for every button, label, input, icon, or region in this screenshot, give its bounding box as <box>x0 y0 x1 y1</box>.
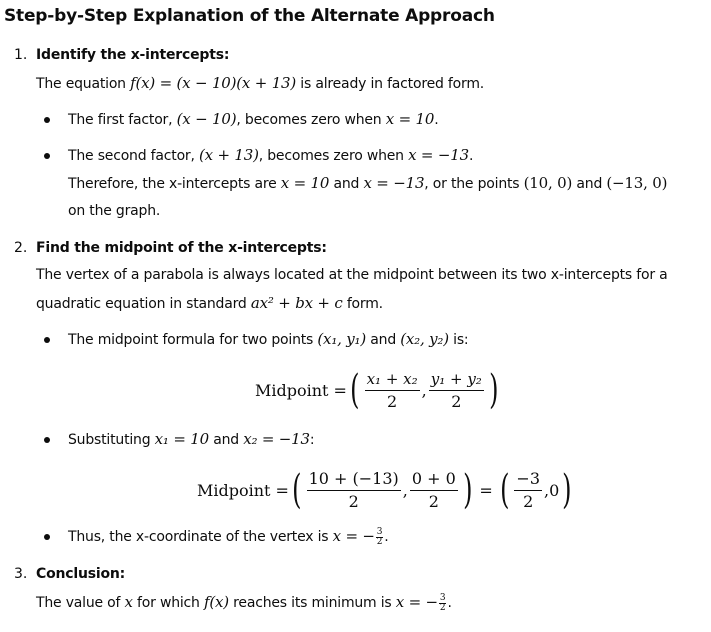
intercepts-summary <box>68 174 667 192</box>
text: The value of <box>36 595 125 611</box>
right-paren: ) <box>488 367 499 413</box>
denominator: 2 <box>348 491 359 511</box>
text: and <box>366 332 401 348</box>
text: , becomes zero when <box>258 148 409 164</box>
math: (10, 0) <box>523 174 573 192</box>
math: x = 10 <box>280 174 330 192</box>
text: and <box>208 432 244 448</box>
text: Thus, the x-coordinate of the vertex is <box>68 529 333 545</box>
step-1-number: 1. <box>14 47 28 63</box>
text: . <box>447 595 452 611</box>
step-3-number: 3. <box>14 566 28 582</box>
text: The first factor, <box>68 112 177 128</box>
equation: f(x) = (x − 10)(x + 13) <box>130 74 297 92</box>
bullet-substituting <box>68 430 314 448</box>
denominator: 2 <box>523 491 534 511</box>
fraction <box>376 528 384 547</box>
midpoint-substitution: Midpoint = ( $\frac{10 + (-13)}{2}$ , $\frac{0 + 0}{2}$ ) = ( $\frac{-3}{2}$ , 0 ) <box>197 467 572 513</box>
text: : <box>309 432 315 448</box>
numerator: x₁ + x₂ <box>365 370 420 391</box>
text: and <box>572 176 607 192</box>
math: x = −13 <box>363 174 425 192</box>
step-2-intro-cont <box>36 294 383 312</box>
text: . <box>468 148 474 164</box>
intercepts-summary-cont: on the graph. <box>68 203 161 219</box>
denominator: 2 <box>439 602 446 613</box>
numerator: −3 <box>514 470 542 491</box>
fraction-y <box>429 370 484 411</box>
numerator: 3 <box>439 592 446 603</box>
step-2-intro: The vertex of a parabola is always located at the midpoint between its two x-intercepts for a <box>36 267 668 283</box>
right-paren: ) <box>462 467 473 513</box>
bullet-icon <box>44 437 50 443</box>
formula-label: Midpoint = <box>255 380 347 400</box>
text: Therefore, the x-intercepts are <box>68 176 281 192</box>
math: (x + 13) <box>198 146 259 164</box>
fraction <box>439 594 447 613</box>
fraction-y <box>410 470 458 511</box>
math: x₁ = 10 <box>154 430 209 448</box>
step-3-heading: Conclusion: <box>36 566 126 582</box>
text: The equation <box>36 76 131 92</box>
denominator: 2 <box>376 536 383 547</box>
math: ax² + bx + c <box>250 294 343 312</box>
denominator: 2 <box>428 491 439 511</box>
text: The midpoint formula for two points <box>68 332 318 348</box>
bullet-icon <box>44 117 50 123</box>
bullet-vertex-x <box>68 527 389 547</box>
step-2-number: 2. <box>14 240 28 256</box>
text: quadratic equation in standard <box>36 296 251 312</box>
bullet-icon <box>44 153 50 159</box>
text: Substituting <box>68 432 155 448</box>
left-paren: ( <box>499 467 510 513</box>
step-1-intro <box>36 74 484 92</box>
text: , or the points <box>424 176 524 192</box>
text: for which <box>132 595 204 611</box>
math: x = − <box>332 527 375 545</box>
text: is already in factored form. <box>296 76 485 92</box>
right-paren: ) <box>562 467 572 513</box>
denominator: 2 <box>451 391 462 411</box>
text: The second factor, <box>68 148 199 164</box>
math: (x − 10) <box>176 110 237 128</box>
denominator: 2 <box>387 391 398 411</box>
midpoint-formula: Midpoint = ( $\frac{\text{x₁ + x₂}}{2}$ , $\frac{\text{y₁ + y₂}}{2}$ ) <box>255 367 499 413</box>
fraction-x <box>307 470 401 511</box>
math: (−13, 0) <box>606 174 668 192</box>
text: is: <box>448 332 469 348</box>
left-paren: ( <box>292 467 302 513</box>
text: form. <box>342 296 383 312</box>
bullet-icon <box>44 534 50 540</box>
math: x₂ = −13 <box>243 430 310 448</box>
fraction-x <box>365 370 420 411</box>
numerator: 10 + (−13) <box>307 470 401 491</box>
math: x = −13 <box>408 146 469 164</box>
step-2-heading: Find the midpoint of the x-intercepts: <box>36 240 327 256</box>
numerator: 3 <box>376 526 383 537</box>
math: x = 10 <box>385 110 435 128</box>
numerator: 0 + 0 <box>410 470 458 491</box>
left-paren: ( <box>350 367 360 413</box>
math: (x₁, y₁) <box>317 330 367 348</box>
text: , becomes zero when <box>236 112 386 128</box>
equals: = <box>479 480 493 500</box>
page-title: Step-by-Step Explanation of the Alternate Approach <box>4 6 495 26</box>
numerator: y₁ + y₂ <box>429 370 484 391</box>
bullet-midpoint-formula <box>68 330 468 348</box>
bullet-first-factor <box>68 110 438 128</box>
text: and <box>329 176 364 192</box>
text: . <box>434 112 439 128</box>
text: reaches its minimum is <box>228 595 396 611</box>
math: f(x) <box>203 593 229 611</box>
bullet-icon <box>44 337 50 343</box>
conclusion-text <box>36 593 452 613</box>
math: x <box>124 593 133 611</box>
math: x = − <box>395 593 438 611</box>
step-1-heading: Identify the x-intercepts: <box>36 47 230 63</box>
result-y: 0 <box>549 480 560 500</box>
math: (x₂, y₂) <box>400 330 449 348</box>
bullet-second-factor <box>68 146 473 164</box>
formula-label: Midpoint = <box>197 480 289 500</box>
fraction-result <box>514 470 542 511</box>
text: . <box>384 529 389 545</box>
